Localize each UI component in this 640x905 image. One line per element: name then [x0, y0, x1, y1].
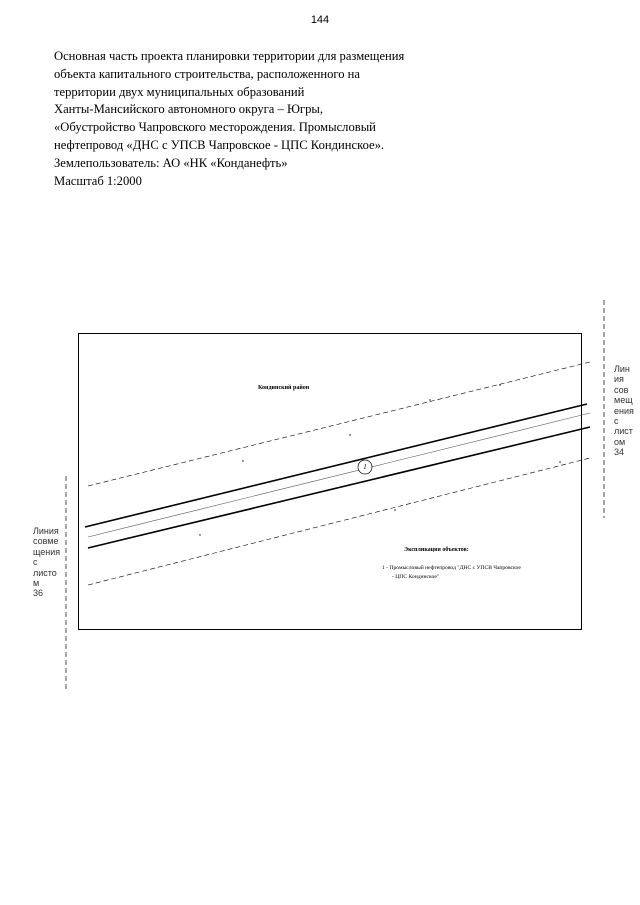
- match-label-line: мещ: [614, 395, 633, 406]
- match-label-line: ения: [614, 405, 634, 416]
- legend-title: Экспликация объектов:: [404, 547, 469, 553]
- district-label: Кондинский район: [258, 385, 310, 391]
- map-dot: [199, 534, 200, 535]
- match-label-line: ом: [614, 436, 626, 447]
- match-label-line: ия: [614, 374, 624, 385]
- boundary-dashed-upper: [88, 362, 590, 486]
- map-dot: [499, 384, 500, 385]
- match-label-line: сов: [614, 384, 629, 395]
- legend-item: [382, 564, 572, 582]
- header-line: «Обустройство Чапровского месторождения. Промысловый: [54, 120, 376, 135]
- legend-item-line: - ЦПС Кондинское": [392, 574, 440, 580]
- header-line: Масштаб 1:2000: [54, 173, 142, 188]
- match-label-line: с: [33, 557, 38, 568]
- map-dot: [429, 399, 430, 400]
- map-dot: [242, 460, 243, 461]
- map-dot: [349, 434, 350, 435]
- legend-item-line: 1 - Промысловый нефтепровод "ДНС с УПСВ Чапровское: [382, 565, 521, 571]
- header-line: территории двух муниципальных образований: [54, 84, 305, 99]
- header-line: нефтепровод «ДНС с УПСВ Чапровское - ЦПС Кондинское».: [54, 137, 385, 152]
- match-line-left-label: [33, 526, 60, 599]
- match-label-line: 34: [614, 447, 625, 458]
- object-marker-label: 1: [363, 463, 367, 471]
- header-line: Землепользователь: АО «НК «Конданефть»: [54, 155, 288, 170]
- pipeline-edge-lower: [88, 427, 590, 548]
- match-label-line: Линия: [33, 526, 59, 536]
- match-label-line: листо: [33, 567, 57, 578]
- match-label-line: Лин: [614, 364, 630, 374]
- map-dot: [394, 509, 395, 510]
- pipeline-edge-upper: [85, 404, 587, 527]
- match-label-line: щения: [33, 546, 61, 557]
- header-line: Ханты-Мансийского автономного округа – Югры,: [54, 102, 324, 117]
- header-line: объекта капитального строительства, расположенного на: [54, 66, 360, 81]
- header-line: Основная часть проекта планировки территории для размещения: [54, 49, 405, 63]
- match-label-line: совме: [33, 536, 59, 547]
- match-label-line: 36: [33, 588, 44, 599]
- match-line-right-label: [614, 364, 634, 458]
- match-label-line: с: [614, 416, 619, 427]
- pipeline-centerline: [88, 413, 590, 537]
- match-label-line: лист: [614, 426, 633, 437]
- page-number: 144: [310, 14, 330, 26]
- match-label-line: м: [33, 578, 40, 589]
- map-dot: [559, 461, 560, 462]
